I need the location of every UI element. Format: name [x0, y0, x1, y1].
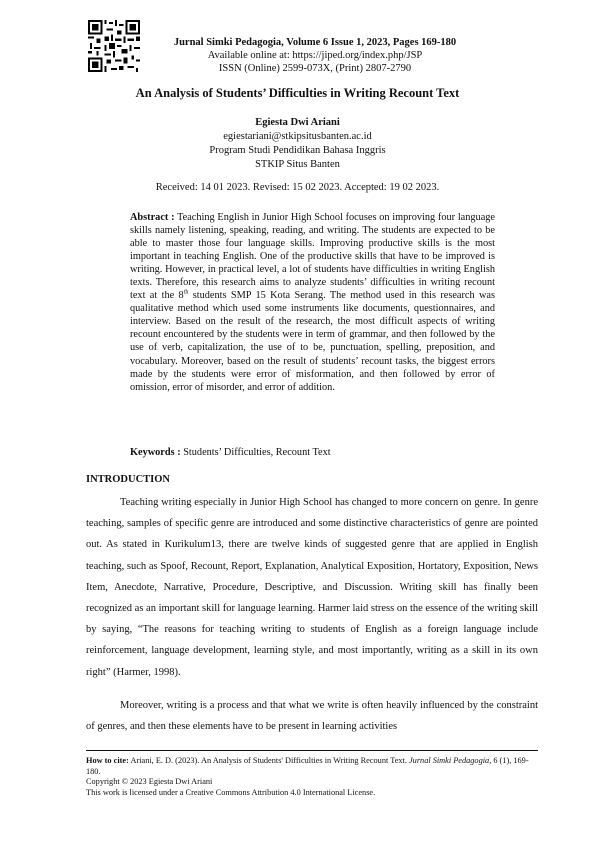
- author-program: Program Studi Pendidikan Bahasa Inggris: [209, 145, 386, 156]
- author-block: [100, 116, 495, 172]
- paper-title: An Analysis of Students’ Difficulties in Writing Recount Text: [135, 86, 460, 100]
- journal-issn: ISSN (Online) 2599-073X, (Print) 2807-2790: [218, 63, 412, 74]
- cite-text: Ariani, E. D. (2023). An Analysis of Students' Difficulties in Writing Recount Text.: [128, 756, 409, 765]
- paragraph-text: Teaching writing especially in Junior High School has changed to more concern on genre. In genre teaching, samples of specific genre are introduced and some distinctive characteristics of genre are pointed out. As stated in Kurikulum13, there are twelve kinds of suggested genre that are applied in English teaching, such as Spoof, Recount, Report, Explanation, Analytical Exposition, Hortatory, Exposition, News Item, Anecdote, Narrative, Procedure, Descriptive, and Discussion. Writing skill has finally been recognized as an important skill for language learning. Harmer laid stress on the essence of the writing skill by saying, “The reasons for teaching writing to students of English as a foreign language include reinforcement, language development, learning style, and most importantly, writing as a skill in its own right” (Harmer, 1998).: [86, 497, 538, 678]
- cite-label: How to cite:: [86, 756, 129, 765]
- author-institution: STKIP Situs Banten: [255, 159, 340, 170]
- license: This work is licensed under a Creative Commons Attribution 4.0 International License.: [86, 787, 376, 797]
- keywords-text: Students’ Difficulties, Recount Text: [180, 447, 331, 458]
- abstract-label: Abstract :: [130, 212, 175, 223]
- abstract-text-part2: students SMP 15 Kota Serang. The method used in this research was qualitative method which used some instruments like documents, questionnaires, and interview. Based on the result of the research, the most difficult aspects of writing recount encountered by the students were in term of grammar, and then followed by the use of verb, capitalization, the use of to be, punctuation, spelling, preposition, and vocabulary. Moreover, based on the result of students’ recount tasks, the biggest errors made by the students were error of misformation, and then followed by error of omission, error of misorder, and error of addition.: [130, 290, 495, 393]
- paragraph-text: Moreover, writing is a process and that what we write is often heavily influenced by the constraint of genres, and then these elements have to be present in learning activities: [86, 700, 538, 733]
- qr-code-icon: [88, 20, 140, 72]
- author-name: Egiesta Dwi Ariani: [255, 117, 340, 128]
- submission-dates: Received: 14 01 2023. Revised: 15 02 2023. Accepted: 19 02 2023.: [155, 182, 440, 193]
- keywords: [130, 447, 495, 458]
- author-email: egiestariani@stkipsitusbanten.ac.id: [223, 131, 372, 142]
- keywords-label: Keywords :: [130, 447, 181, 458]
- cite-end: , 6 (1), 169-180.: [86, 756, 529, 776]
- introduction-paragraph-1: [86, 492, 538, 683]
- cite-journal: Jurnal Simki Pedagogia: [408, 756, 490, 765]
- journal-title: Jurnal Simki Pedagogia, Volume 6 Issue 1, 2023, Pages 169-180: [173, 37, 457, 48]
- abstract-superscript: th: [183, 289, 189, 296]
- copyright: Copyright © 2023 Egiesta Dwi Ariani: [86, 777, 213, 786]
- abstract-text-part1: Teaching English in Junior High School focuses on improving four language skills namely listening, speaking, reading, and writing. The students are expected to be able to master those four language skills. Improving productive skills is the most important in teaching English. One of the productive skills that have to be improved is writing. However, in practical level, a lot of students have difficulties in writing English texts. Therefore, this research aims to analyze students’ difficulties in writing recount text at the 8: [130, 212, 495, 302]
- journal-header: [140, 36, 490, 75]
- how-to-cite: [86, 756, 538, 777]
- footnote-divider: [86, 750, 538, 751]
- introduction-paragraph-2: [86, 695, 538, 737]
- footnote: [86, 756, 538, 798]
- abstract: [130, 211, 495, 394]
- section-heading-introduction: INTRODUCTION: [86, 474, 171, 485]
- journal-url: Available online at: https://jiped.org/index.php/JSP: [207, 50, 423, 61]
